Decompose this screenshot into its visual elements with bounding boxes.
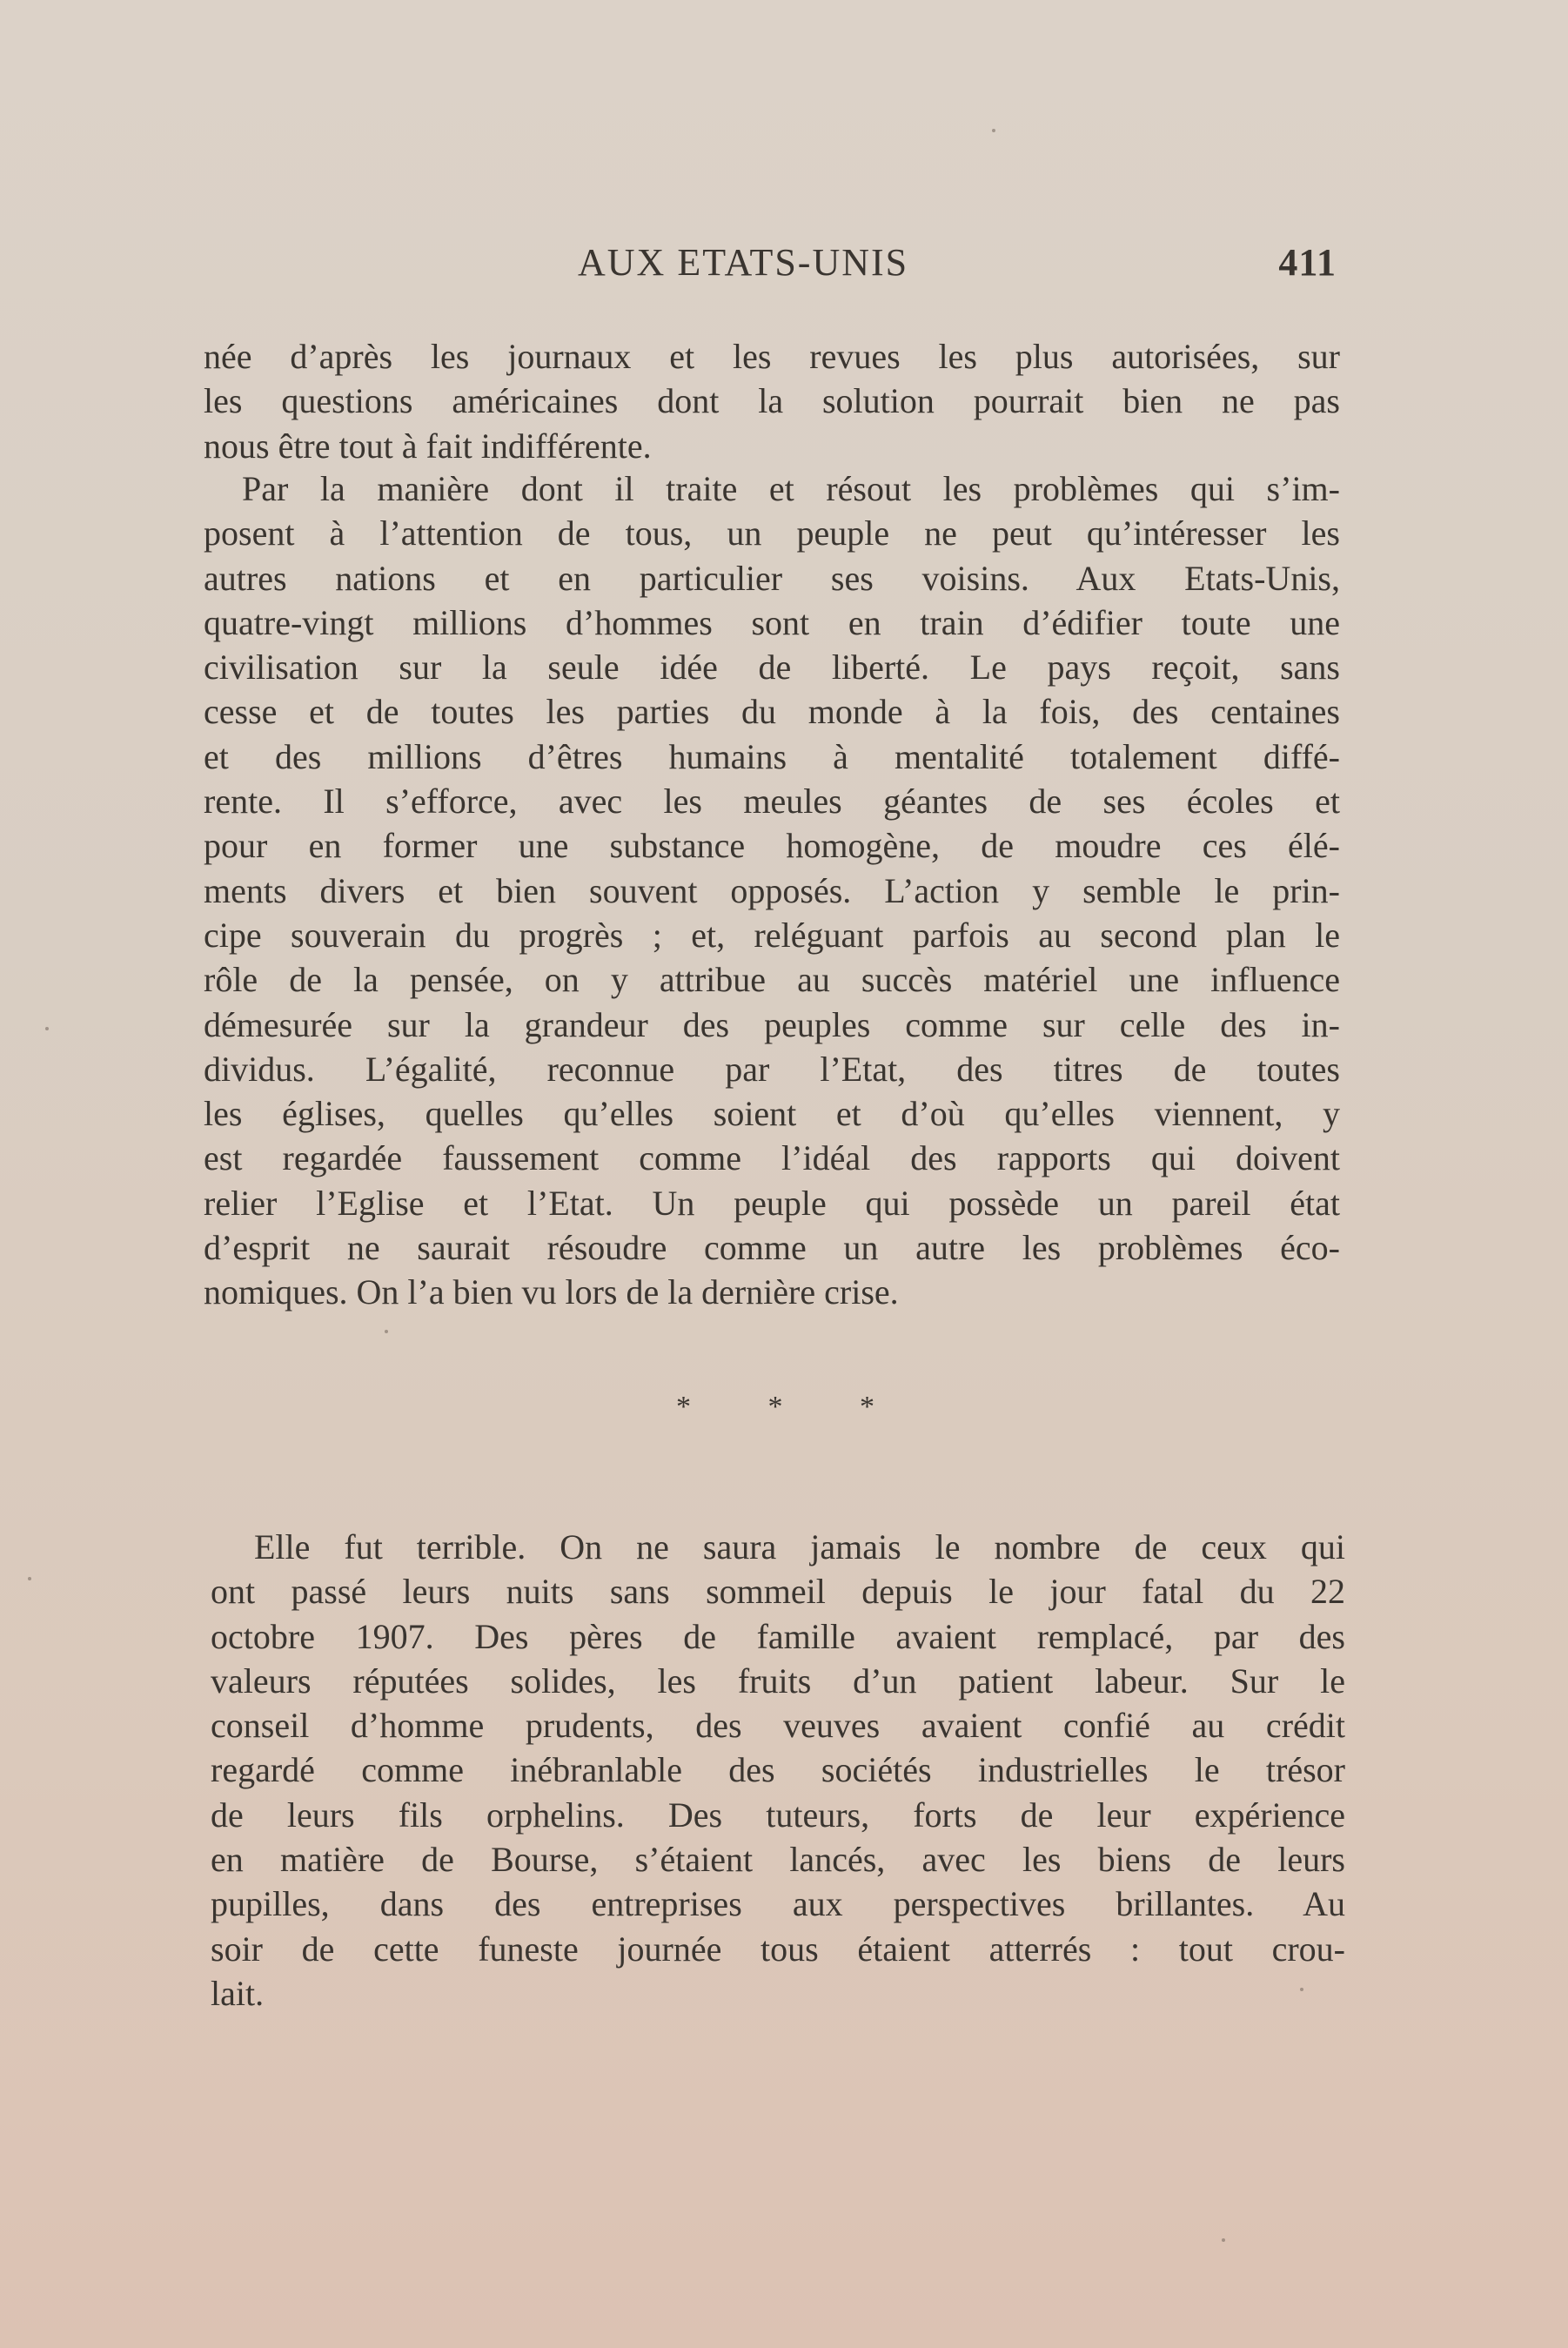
text-line: quatre-vingt millions d’hommes sont en train d’édifier toute une <box>204 602 1340 642</box>
text-line: lait. <box>211 1973 265 2013</box>
paragraph-crisis <box>211 1525 1345 2016</box>
paper-speck <box>385 1330 388 1333</box>
text-line: valeurs réputées solides, les fruits d’un patient labeur. Sur le <box>211 1660 1345 1701</box>
text-line: et des millions d’êtres humains à mentalité totalement diffé- <box>204 736 1340 776</box>
text-line: de leurs fils orphelins. Des tuteurs, forts de leur expérience <box>211 1795 1345 1835</box>
text-line: Par la manière dont il traite et résout les problèmes qui s’im- <box>242 469 1340 508</box>
text-line: nous être tout à fait indifférente. <box>204 426 652 466</box>
text-line: cesse et de toutes les parties du monde à la fois, des centaines <box>204 692 1340 732</box>
running-title: AUX ETATS-UNIS <box>578 241 909 284</box>
text-line: regardé comme inébranlable des sociétés industrielles le trésor <box>211 1750 1345 1790</box>
text-line: démesurée sur la grandeur des peuples comme sur celle des in- <box>204 1004 1340 1044</box>
text-line: pupilles, dans des entreprises aux perspectives brillantes. Au <box>211 1884 1345 1924</box>
text-line: née d’après les journaux et les revues les plus autorisées, sur <box>204 337 1340 376</box>
paper-speck <box>1300 1988 1303 1991</box>
text-line: soir de cette funeste journée tous étaient atterrés : tout crou- <box>211 1929 1345 1969</box>
text-line: les églises, quelles qu’elles soient et d’où qu’elles viennent, y <box>204 1094 1340 1134</box>
text-line: conseil d’homme prudents, des veuves avaient confié au crédit <box>211 1706 1345 1746</box>
paragraph-main <box>204 466 1340 1315</box>
text-line: en matière de Bourse, s’étaient lancés, avec les biens de leurs <box>211 1840 1345 1880</box>
text-line: rente. Il s’efforce, avec les meules géantes de ses écoles et <box>204 782 1340 822</box>
text-line: les questions américaines dont la solution pourrait bien ne pas <box>204 381 1340 421</box>
paragraph-continuation <box>204 334 1340 468</box>
text-line: autres nations et en particulier ses voisins. Aux Etats-Unis, <box>204 558 1340 598</box>
text-line: octobre 1907. Des pères de famille avaient remplacé, par des <box>211 1616 1345 1656</box>
paper-speck <box>45 1027 49 1030</box>
text-line: rôle de la pensée, on y attribue au succès matériel une influence <box>204 960 1340 1000</box>
text-line: Elle fut terrible. On ne saura jamais le nombre de ceux qui <box>254 1527 1345 1566</box>
paper-speck <box>992 129 995 132</box>
text-line: pour en former une substance homogène, de moudre ces élé- <box>204 826 1340 866</box>
text-line: ont passé leurs nuits sans sommeil depuis le jour fatal du 22 <box>211 1572 1345 1612</box>
text-line: d’esprit ne saurait résoudre comme un autre les problèmes éco- <box>204 1228 1340 1268</box>
text-line: posent à l’attention de tous, un peuple ne peut qu’intéresser les <box>204 513 1340 553</box>
running-header <box>205 240 1337 292</box>
text-line: dividus. L’égalité, reconnue par l’Etat, des titres de toutes <box>204 1049 1340 1089</box>
paper-speck <box>28 1577 31 1580</box>
page-number: 411 <box>1278 241 1337 284</box>
text-line: cipe souverain du progrès ; et, reléguant parfois au second plan le <box>204 915 1340 955</box>
text-line: nomiques. On l’a bien vu lors de la dernière crise. <box>204 1272 899 1312</box>
paper-speck <box>1222 2238 1225 2242</box>
text-line: est regardée faussement comme l’idéal des rapports qui doivent <box>204 1138 1340 1178</box>
section-break-asterism: * * * <box>676 1391 909 1423</box>
text-line: ments divers et bien souvent opposés. L’action y semble le prin- <box>204 870 1340 910</box>
text-line: relier l’Eglise et l’Etat. Un peuple qui possède un pareil état <box>204 1183 1340 1223</box>
text-line: civilisation sur la seule idée de liberté. Le pays reçoit, sans <box>204 647 1340 688</box>
